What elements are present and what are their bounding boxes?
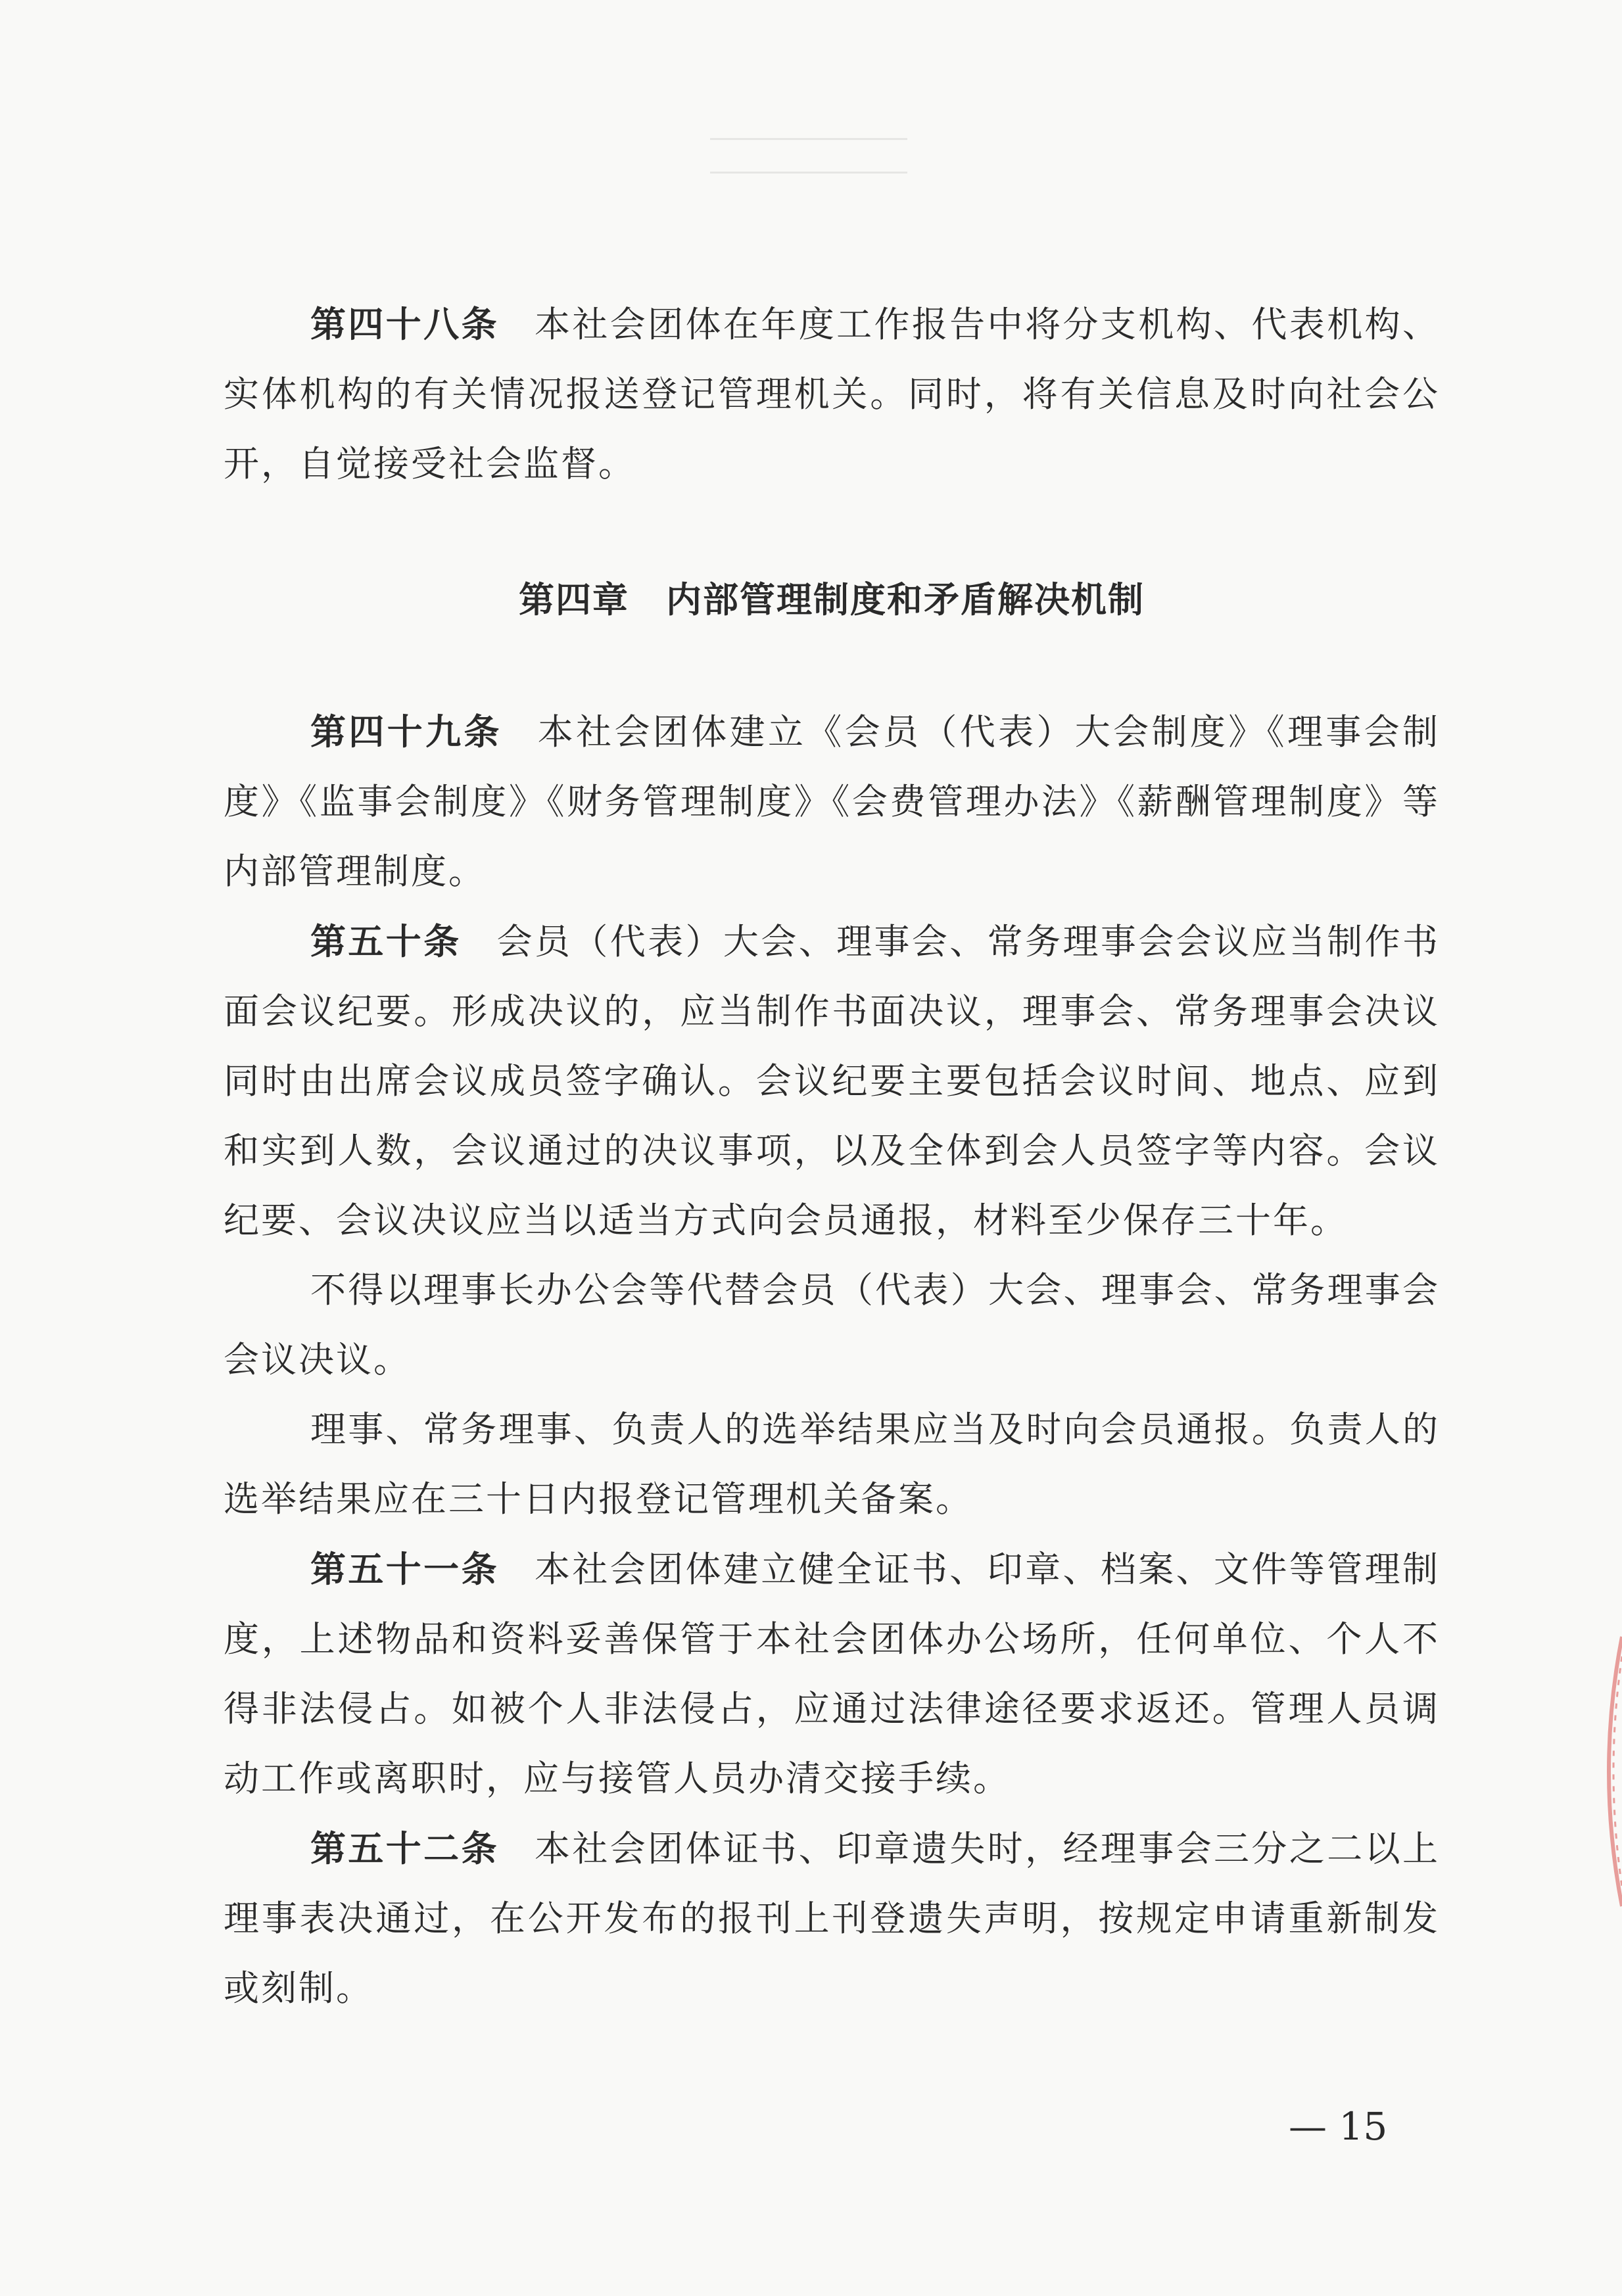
article-48-number: 第四十八条 [310, 303, 499, 345]
article-52-text: 本社会团体证书、印章遗失时，经理事会三分之二以上理事表决通过，在公开发布的报刊上刊登遗失声明，按规定申请重新制发或刻制。 [224, 1828, 1441, 2009]
faint-line [710, 138, 907, 140]
article-49-paragraph [224, 697, 1440, 906]
article-51-number: 第五十一条 [310, 1548, 499, 1590]
article-50-paragraph-2: 不得以理事长办公会等代替会员（代表）大会、理事会、常务理事会会议决议。 [224, 1269, 1440, 1380]
article-52-number: 第五十二条 [310, 1827, 499, 1869]
chapter-title: 第四章 内部管理制度和矛盾解决机制 [519, 579, 1145, 621]
seal-edge-mark [1596, 1630, 1622, 1913]
article-48-text: 本社会团体在年度工作报告中将分支机构、代表机构、实体机构的有关情况报送登记管理机关。同时，将有关信息及时向社会公开，自觉接受社会监督。 [224, 304, 1441, 484]
page-number: — 15 [1289, 2104, 1388, 2149]
article-50-text: 会员（代表）大会、理事会、常务理事会会议应当制作书面会议纪要。形成决议的，应当制作书面决议，理事会、常务理事会决议同时由出席会议成员签字确认。会议纪要主要包括会议时间、地点、应到和实到人数，会议通过的决议事项，以及全体到会人员签字等内容。会议纪要、会议决议应当以适当方式向会员通报，材料至少保存三十年。 [224, 921, 1441, 1241]
article-50-paragraph-3: 理事、常务理事、负责人的选举结果应当及时向会员通报。负责人的选举结果应在三十日内报登记管理机关备案。 [224, 1409, 1440, 1520]
article-51-paragraph [224, 1534, 1440, 1814]
faint-header-marks [710, 138, 907, 191]
article-49-number: 第四十九条 [310, 711, 502, 753]
article-48-block [224, 289, 1440, 499]
article-50-number: 第五十条 [310, 920, 462, 962]
article-51-text: 本社会团体建立健全证书、印章、档案、文件等管理制度，上述物品和资料妥善保管于本社会团体办公场所，任何单位、个人不得非法侵占。如被个人非法侵占，应通过法律途径要求返还。管理人员调动工作或离职时，应与接管人员办清交接手续。 [224, 1549, 1441, 1799]
article-48-paragraph [224, 289, 1440, 499]
faint-line [710, 172, 907, 174]
article-52-paragraph [224, 1814, 1440, 2023]
chapter-4-body [224, 697, 1440, 2023]
article-49-text: 本社会团体建立《会员（代表）大会制度》《理事会制度》《监事会制度》《财务管理制度》《会费管理办法》《薪酬管理制度》等内部管理制度。 [224, 711, 1441, 892]
article-50-paragraph [224, 906, 1440, 1255]
